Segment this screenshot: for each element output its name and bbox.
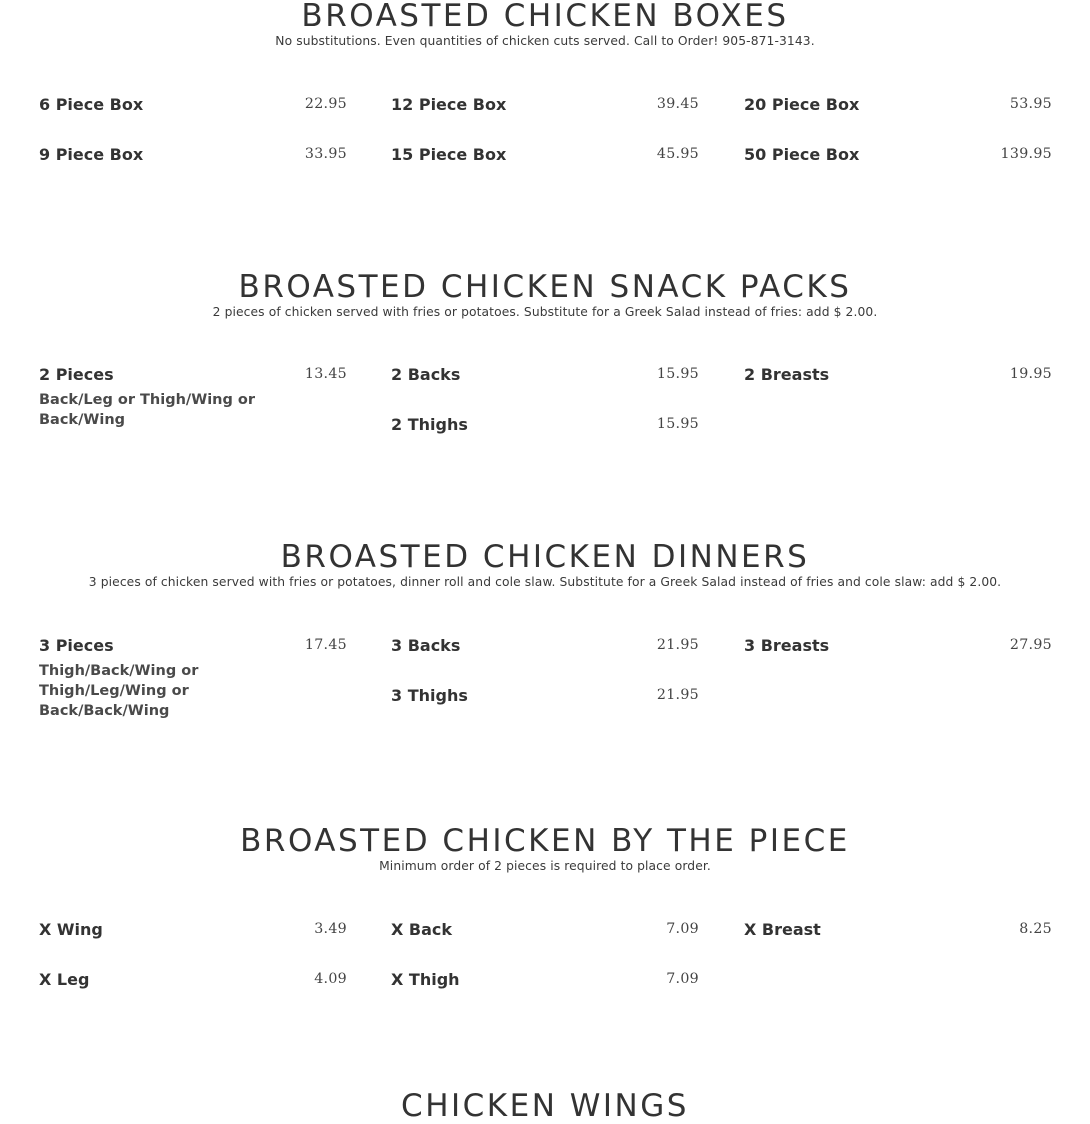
item-name: 2 Thighs bbox=[391, 415, 468, 434]
item-price: 27.95 bbox=[1009, 637, 1052, 653]
item-name: 3 Backs bbox=[391, 636, 461, 655]
item-price: 53.95 bbox=[1009, 96, 1052, 112]
item-description: Thigh/Back/Wing or Thigh/Leg/Wing or Back/Back/Wing bbox=[39, 663, 199, 719]
item-price: 21.95 bbox=[656, 637, 699, 653]
item-name: X Back bbox=[391, 920, 453, 939]
section-title: BROASTED CHICKEN SNACK PACKS bbox=[238, 269, 852, 305]
item-name: 3 Pieces bbox=[39, 636, 114, 655]
item-price: 7.09 bbox=[666, 921, 699, 937]
item-name: X Thigh bbox=[391, 970, 460, 989]
section-note: Minimum order of 2 pieces is required to place order. bbox=[379, 859, 711, 873]
item-price: 45.95 bbox=[656, 146, 699, 162]
item-price: 13.45 bbox=[304, 366, 347, 382]
section-note: 3 pieces of chicken served with fries or potatoes, dinner roll and cole slaw. Substitute for a Greek Salad instead of fries and cole slaw: add $ 2.00. bbox=[88, 575, 1002, 589]
item-name: 2 Breasts bbox=[744, 365, 830, 384]
item-price: 17.45 bbox=[304, 637, 347, 653]
item-description: Back/Leg or Thigh/Wing or Back/Wing bbox=[39, 392, 256, 428]
item-price: 39.45 bbox=[656, 96, 699, 112]
item-name: 12 Piece Box bbox=[391, 95, 507, 114]
item-price: 139.95 bbox=[1000, 146, 1052, 162]
item-name: X Wing bbox=[39, 920, 103, 939]
item-name: 6 Piece Box bbox=[39, 95, 144, 114]
item-name: 3 Breasts bbox=[744, 636, 830, 655]
item-price: 3.49 bbox=[314, 921, 347, 937]
item-price: 33.95 bbox=[304, 146, 347, 162]
item-name: X Leg bbox=[39, 970, 90, 989]
section-title: CHICKEN WINGS bbox=[401, 1088, 689, 1124]
item-price: 21.95 bbox=[656, 687, 699, 703]
item-price: 15.95 bbox=[656, 416, 699, 432]
section-note: 2 pieces of chicken served with fries or potatoes. Substitute for a Greek Salad instead of fries: add $ 2.00. bbox=[212, 305, 878, 319]
section-title: BROASTED CHICKEN DINNERS bbox=[280, 539, 810, 575]
item-name: 3 Thighs bbox=[391, 686, 468, 705]
section-title: BROASTED CHICKEN BOXES bbox=[301, 0, 789, 34]
item-price: 22.95 bbox=[304, 96, 347, 112]
item-price: 4.09 bbox=[314, 971, 347, 987]
item-price: 19.95 bbox=[1009, 366, 1052, 382]
item-name: 15 Piece Box bbox=[391, 145, 507, 164]
item-name: 20 Piece Box bbox=[744, 95, 860, 114]
item-name: 2 Pieces bbox=[39, 365, 114, 384]
section-title: BROASTED CHICKEN BY THE PIECE bbox=[240, 823, 850, 859]
item-price: 15.95 bbox=[656, 366, 699, 382]
item-name: 50 Piece Box bbox=[744, 145, 860, 164]
item-name: 2 Backs bbox=[391, 365, 461, 384]
item-name: X Breast bbox=[744, 920, 821, 939]
item-name: 9 Piece Box bbox=[39, 145, 144, 164]
item-price: 7.09 bbox=[666, 971, 699, 987]
item-price: 8.25 bbox=[1019, 921, 1052, 937]
section-note: No substitutions. Even quantities of chicken cuts served. Call to Order! 905-871-3143. bbox=[275, 34, 815, 48]
